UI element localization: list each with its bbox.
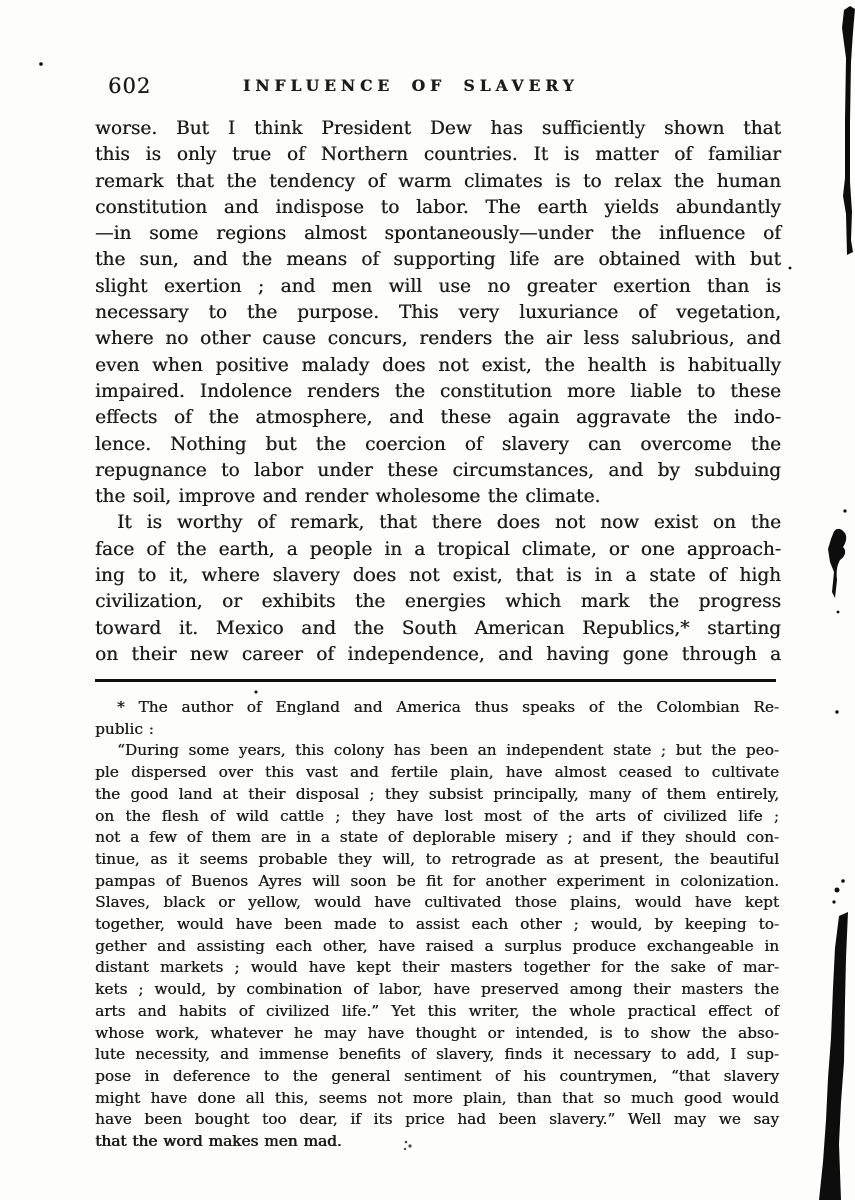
text-line: necessary to the purpose. This very luxuriance of vegetation, <box>95 302 781 324</box>
binding-shadow-bottom <box>819 912 848 1200</box>
binding-shadow-top <box>842 6 855 255</box>
footnote-text-block <box>95 697 779 1153</box>
text-line: pose in deference to the general sentiment of his countrymen, “that slavery <box>95 1066 779 1085</box>
running-header: INFLUENCE OF SLAVERY <box>243 76 579 95</box>
text-line: “During some years, this colony has been an independent state ; but the peo- <box>117 741 779 760</box>
text-line: Slaves, black or yellow, would have cultivated those plains, would have kept <box>95 893 779 912</box>
main-text-block <box>95 116 781 668</box>
page-number: 602 <box>108 74 152 98</box>
text-line: ing to it, where slavery does not exist, that is in a state of high <box>95 565 781 587</box>
text-line: impaired. Indolence renders the constitution more liable to these <box>95 380 781 402</box>
text-line: constitution and indispose to labor. The earth yields abundantly <box>95 196 781 218</box>
text-line: kets ; would, by combination of labor, have preserved among their masters the <box>95 980 779 999</box>
text-line: remark that the tendency of warm climates is to relax the human <box>95 170 781 192</box>
text-line: have been bought too dear, if its price had been slavery.” Well may we say <box>95 1110 779 1129</box>
text-line: arts and habits of civilized life.” Yet this writer, the whole practical effect of <box>95 1001 779 1020</box>
text-line: distant markets ; would have kept their masters together for the sake of mar- <box>95 958 779 977</box>
text-line: face of the earth, a people in a tropical climate, or one approach- <box>95 538 781 560</box>
text-line: this is only true of Northern countries. It is matter of familiar <box>95 144 781 166</box>
text-line: —in some regions almost spontaneously—under the influence of <box>95 223 781 245</box>
text-line: where no other cause concurs, renders the air less salubrious, and <box>95 328 781 350</box>
text-line: pampas of Buenos Ayres will soon be fit for another experiment in colonization. <box>95 871 779 890</box>
text-line: toward it. Mexico and the South American Republics,* starting <box>95 617 781 639</box>
text-line: It is worthy of remark, that there does not now exist on the <box>117 512 781 534</box>
text-line: that the word makes men mad. <box>95 1132 342 1151</box>
text-line: worse. But I think President Dew has sufficiently shown that <box>95 118 781 139</box>
text-line: slight exertion ; and men will use no greater exertion than is <box>95 275 781 297</box>
footnote-divider-rule <box>95 679 776 682</box>
text-line: together, would have been made to assist each other ; would, by keeping to- <box>95 915 779 934</box>
paper-speck <box>39 62 43 66</box>
text-line: tinue, as it seems probable they will, to retrograde as at present, the beautiful <box>95 849 779 868</box>
text-line: not a few of them are in a state of deplorable misery ; and if they should con- <box>95 828 779 847</box>
text-line: the good land at their disposal ; they subsist principally, many of them entirely, <box>95 784 779 803</box>
paper-speck <box>789 267 792 270</box>
text-line: on their new career of independence, and having gone through a <box>95 643 781 665</box>
text-line: on the flesh of wild cattle ; they have lost most of the arts of civilized life ; <box>95 806 779 825</box>
text-line: * The author of England and America thus speaks of the Colombian Re- <box>117 698 779 716</box>
text-line: repugnance to labor under these circumstances, and by subduing <box>95 459 781 481</box>
text-line: the sun, and the means of supporting life are obtained with but <box>95 249 781 271</box>
text-line: ple dispersed over this vast and fertile plain, have almost ceased to cultivate <box>95 763 779 782</box>
text-line: effects of the atmosphere, and these again aggravate the indo- <box>95 407 781 429</box>
text-line: even when positive malady does not exist, the health is habitually <box>95 354 781 376</box>
text-line: civilization, or exhibits the energies which mark the progress <box>95 591 781 613</box>
text-line: gether and assisting each other, have raised a surplus produce exchangeable in <box>95 936 779 955</box>
ink-blot-mid <box>828 529 846 598</box>
text-line: public : <box>95 719 154 738</box>
text-line: lence. Nothing but the coercion of slavery can overcome the <box>95 433 781 455</box>
text-line: might have done all this, seems not more plain, than that so much good would <box>95 1088 779 1107</box>
text-line: the soil, improve and render wholesome the climate. <box>95 486 601 508</box>
text-line: lute necessity, and immense benefits of slavery, finds it necessary to add, I sup- <box>95 1045 779 1064</box>
paper-speck <box>255 691 258 694</box>
text-line: whose work, whatever he may have thought or intended, is to show the abso- <box>95 1023 779 1042</box>
